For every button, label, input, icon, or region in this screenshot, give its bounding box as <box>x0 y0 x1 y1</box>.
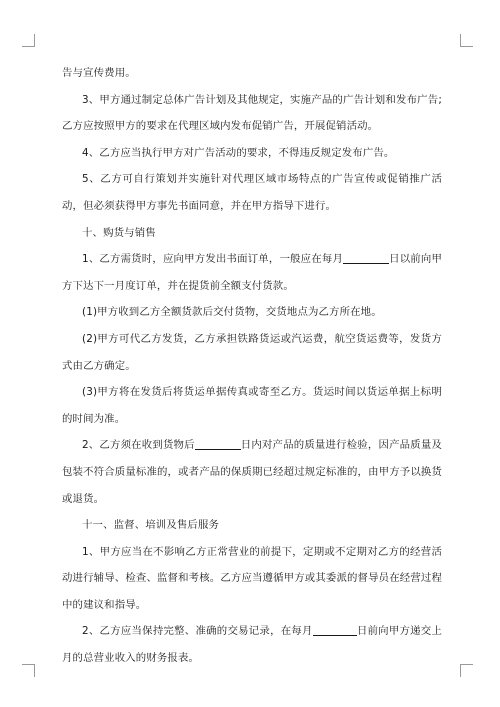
order-day-blank <box>343 251 389 264</box>
paragraph-order-placement <box>62 246 442 299</box>
paragraph-shipping-method: (2)甲方可代乙方发货，乙方承担铁路货运或汽运费，航空货运费等，发货方式由乙方确定。 <box>62 332 442 372</box>
inspection-days-blank <box>195 437 241 450</box>
order-clause-start: 1、乙方需货时，应向甲方发出书面订单，一般应在每月 <box>82 253 344 266</box>
report-clause-end: 日前向甲方递交上月的总营业收入的财务报表。 <box>62 625 442 665</box>
crop-mark-bottom-right <box>460 664 473 677</box>
report-clause-start: 2、乙方应当保持完整、准确的交易记录，在每月 <box>82 625 313 638</box>
crop-mark-bottom-left <box>22 664 35 677</box>
crop-mark-top-right <box>460 34 473 47</box>
inspection-clause-start: 2、乙方须在收到货物后 <box>82 439 195 452</box>
paragraph-shipping-documents: (3)甲方将在发货后将货运单据传真或寄至乙方。货运时间以货运单据上标明的时间为准。 <box>62 386 442 425</box>
paragraph-supervision: 1、甲方应当在不影响乙方正常营业的前提下，定期或不定期对乙方的经营活动进行辅导、检查、监督和考核。乙方应当遵循甲方或其委派的督导员在经营过程中的建议和指导。 <box>62 545 442 611</box>
section-heading-supervision-training: 十一、监督、培训及售后服务 <box>82 519 220 532</box>
report-day-blank <box>313 623 357 636</box>
paragraph-advertising-plan: 3、甲方通过制定总体广告计划及其他规定，实施产品的广告计划和发布广告;乙方应按照甲方的要求在代理区域内发布促销广告，开展促销活动。 <box>62 93 442 133</box>
inspection-clause-end: 日内对产品的质量进行检验，因产品质量及包装不符合质量标准的，或者产品的保质期已经超过规定标准的，由甲方予以换货或退货。 <box>62 439 442 505</box>
document-body <box>62 60 442 672</box>
order-clause-end: 日以前向甲方下达下一月度订单，并在提货前全额支付货款。 <box>62 253 443 292</box>
paragraph-promotion-activities: 5、乙方可自行策划并实施针对代理区域市场特点的广告宣传或促销推广活动，但必须获得甲方事先书面同意，并在甲方指导下进行。 <box>62 173 442 212</box>
paragraph-continuation: 告与宣传费用。 <box>62 67 136 79</box>
paragraph-delivery-location: (1)甲方收到乙方全额货款后交付货物，交货地点为乙方所在地。 <box>82 306 382 319</box>
paragraph-quality-inspection <box>62 432 442 512</box>
crop-mark-top-left <box>22 34 35 47</box>
paragraph-advertising-requirements: 4、乙方应当执行甲方对广告活动的要求，不得违反规定发布广告。 <box>82 146 395 159</box>
paragraph-financial-report <box>62 618 442 671</box>
section-heading-purchase-sales: 十、购货与销售 <box>82 226 156 239</box>
